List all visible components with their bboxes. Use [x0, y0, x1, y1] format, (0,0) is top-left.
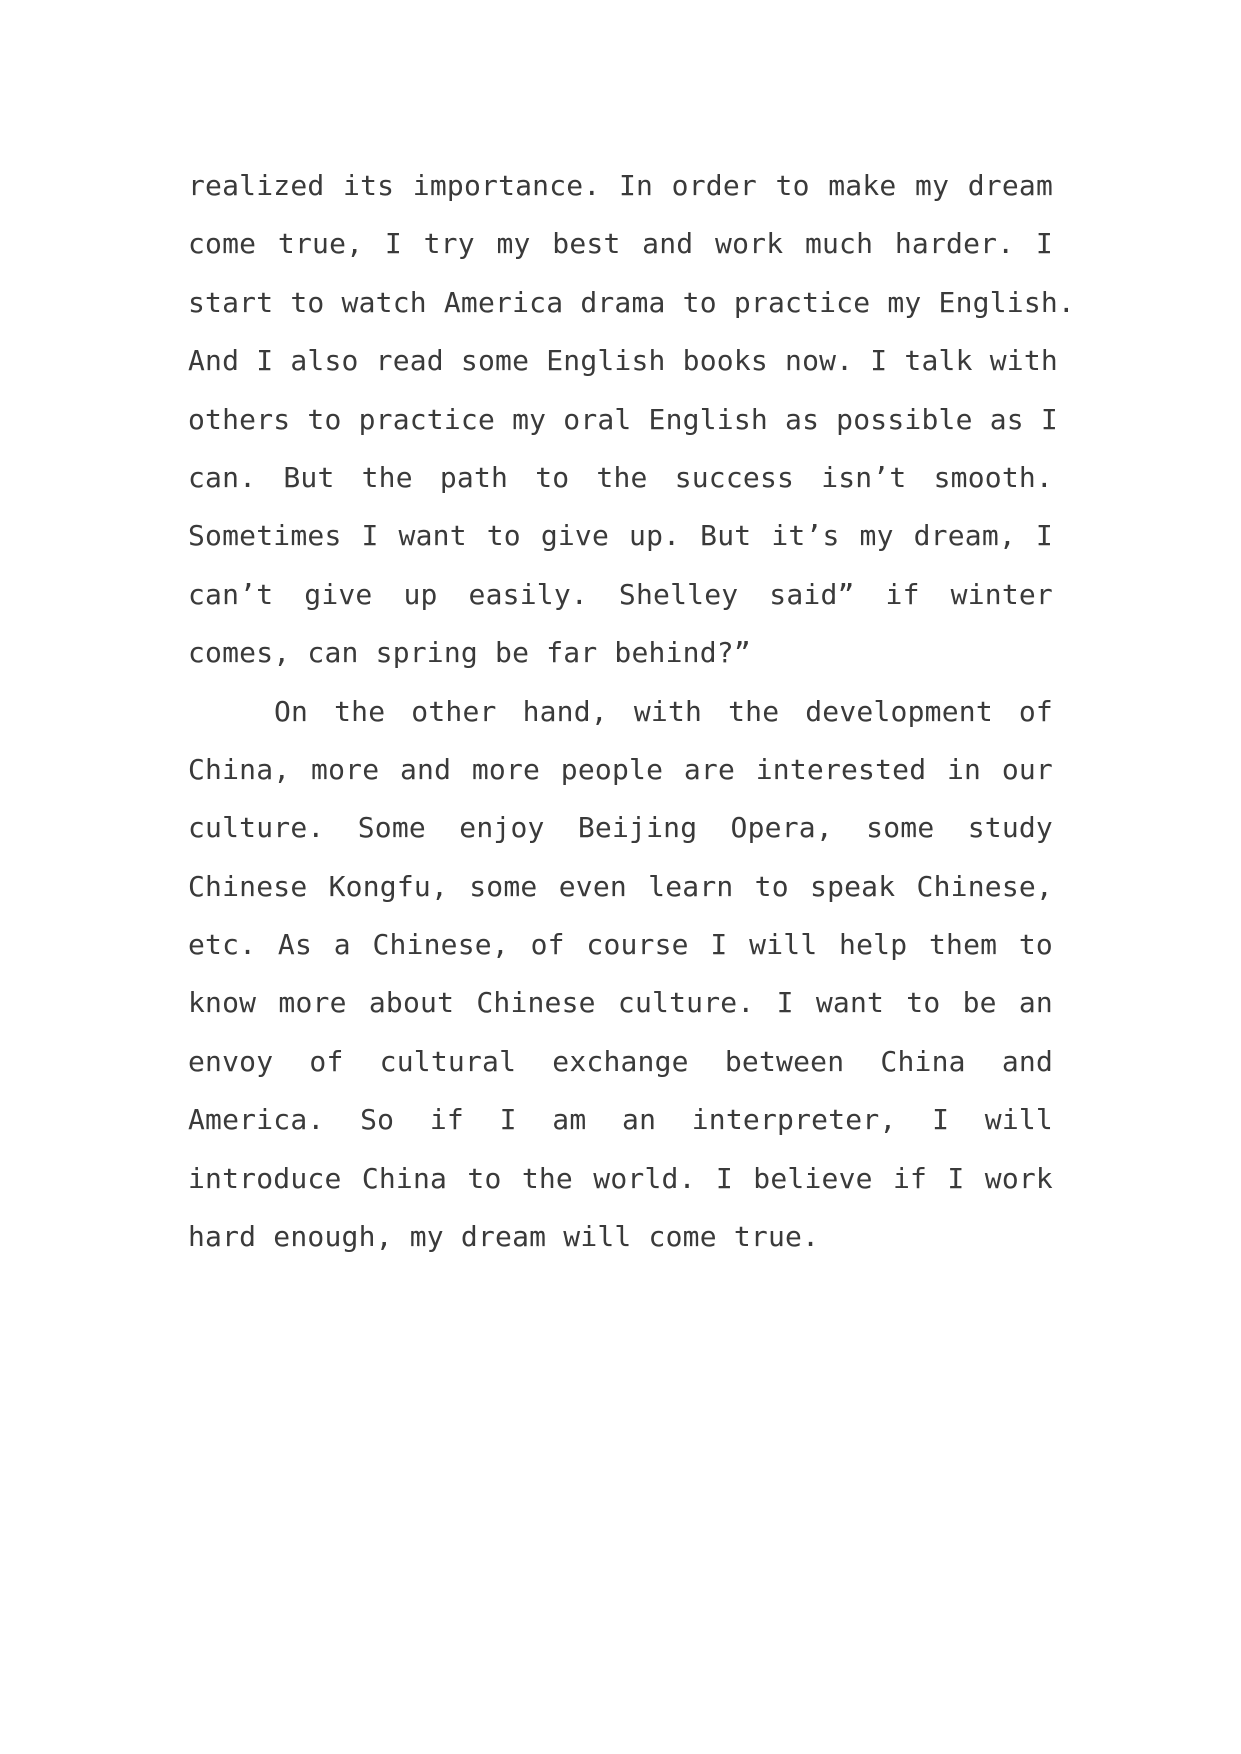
text-line: China, more and more people are interested in our: [188, 752, 1053, 786]
paragraph-2: [188, 683, 1053, 1267]
text-line: America. So if I am an interpreter, I will: [188, 1103, 1053, 1137]
text-line: hard enough, my dream will come true.: [188, 1220, 820, 1254]
text-line: Sometimes I want to give up. But it’s my dream, I: [188, 519, 1053, 553]
text-line: culture. Some enjoy Beijing Opera, some study: [188, 811, 1053, 845]
text-line: envoy of cultural exchange between China and: [188, 1044, 1053, 1078]
text-line: comes, can spring be far behind?”: [188, 636, 751, 670]
text-line: etc. As a Chinese, of course I will help them to: [188, 928, 1053, 962]
text-line: Chinese Kongfu, some even learn to speak Chinese,: [188, 869, 1053, 903]
text-line: can’t give up easily. Shelley said” if winter: [188, 577, 1053, 611]
text-line: And I also read some English books now. I talk with: [188, 344, 1058, 378]
text-line: come true, I try my best and work much harder. I: [188, 227, 1053, 261]
text-line: others to practice my oral English as possible as I: [188, 402, 1058, 436]
text-line: introduce China to the world. I believe if I work: [188, 1161, 1053, 1195]
text-line: can. But the path to the success isn’t smooth.: [188, 460, 1053, 494]
body-text: [188, 157, 1075, 1266]
text-line: realized its importance. In order to make my dream: [188, 169, 1053, 202]
text-line: know more about Chinese culture. I want to be an: [188, 986, 1053, 1020]
paragraph-1: [188, 157, 1075, 683]
text-line: start to watch America drama to practice my English.: [188, 285, 1075, 319]
text-line: On the other hand, with the development of: [274, 694, 1053, 728]
